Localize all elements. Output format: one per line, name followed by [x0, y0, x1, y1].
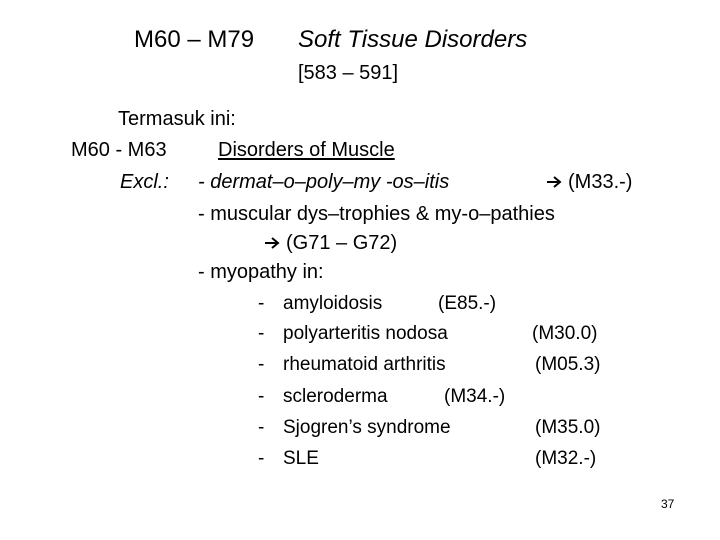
excl2-code: (G71 – G72) — [286, 232, 398, 254]
list-item-dash: - — [258, 293, 265, 314]
list-item-dash: - — [258, 354, 265, 375]
excl1-code: (M33.-) — [568, 171, 633, 193]
right-arrow-icon — [264, 236, 280, 250]
excl1-ref — [546, 171, 632, 194]
list-item-dash: - — [258, 417, 265, 438]
excl1-text: - dermat–o–poly–my -os–itis — [198, 171, 450, 193]
block-title: Disorders of Muscle — [218, 139, 395, 161]
list-item-code: (M35.0) — [535, 417, 601, 438]
page-number: 37 — [661, 497, 675, 511]
page-reference: [583 – 591] — [298, 62, 399, 84]
list-item-code: (M05.3) — [535, 354, 601, 375]
page-title: Soft Tissue Disorders — [298, 26, 528, 53]
list-item-dash: - — [258, 386, 265, 407]
list-item-name: Sjogren’s syndrome — [283, 417, 451, 438]
list-item-name: amyloidosis — [283, 293, 383, 314]
excl3-text: - myopathy in: — [198, 261, 324, 283]
list-item-dash: - — [258, 448, 265, 469]
list-item-name: SLE — [283, 448, 319, 469]
title-code-range: M60 – M79 — [134, 26, 255, 53]
excl2-text: - muscular dys–trophies & my-o–pathies — [198, 203, 555, 225]
excl2-ref — [264, 232, 397, 255]
block-code: M60 - M63 — [71, 139, 167, 161]
excl-label: Excl.: — [120, 171, 169, 193]
list-item-code: (M32.-) — [535, 448, 597, 469]
intro-text: Termasuk ini: — [118, 108, 236, 130]
list-item-name: scleroderma — [283, 386, 388, 407]
list-item-name: rheumatoid arthritis — [283, 354, 446, 375]
list-item-dash: - — [258, 323, 265, 344]
right-arrow-icon — [546, 175, 562, 189]
list-item-name: polyarteritis nodosa — [283, 323, 448, 344]
list-item-code: (M30.0) — [532, 323, 598, 344]
list-item-code: (M34.-) — [444, 386, 506, 407]
list-item-code: (E85.-) — [438, 293, 497, 314]
